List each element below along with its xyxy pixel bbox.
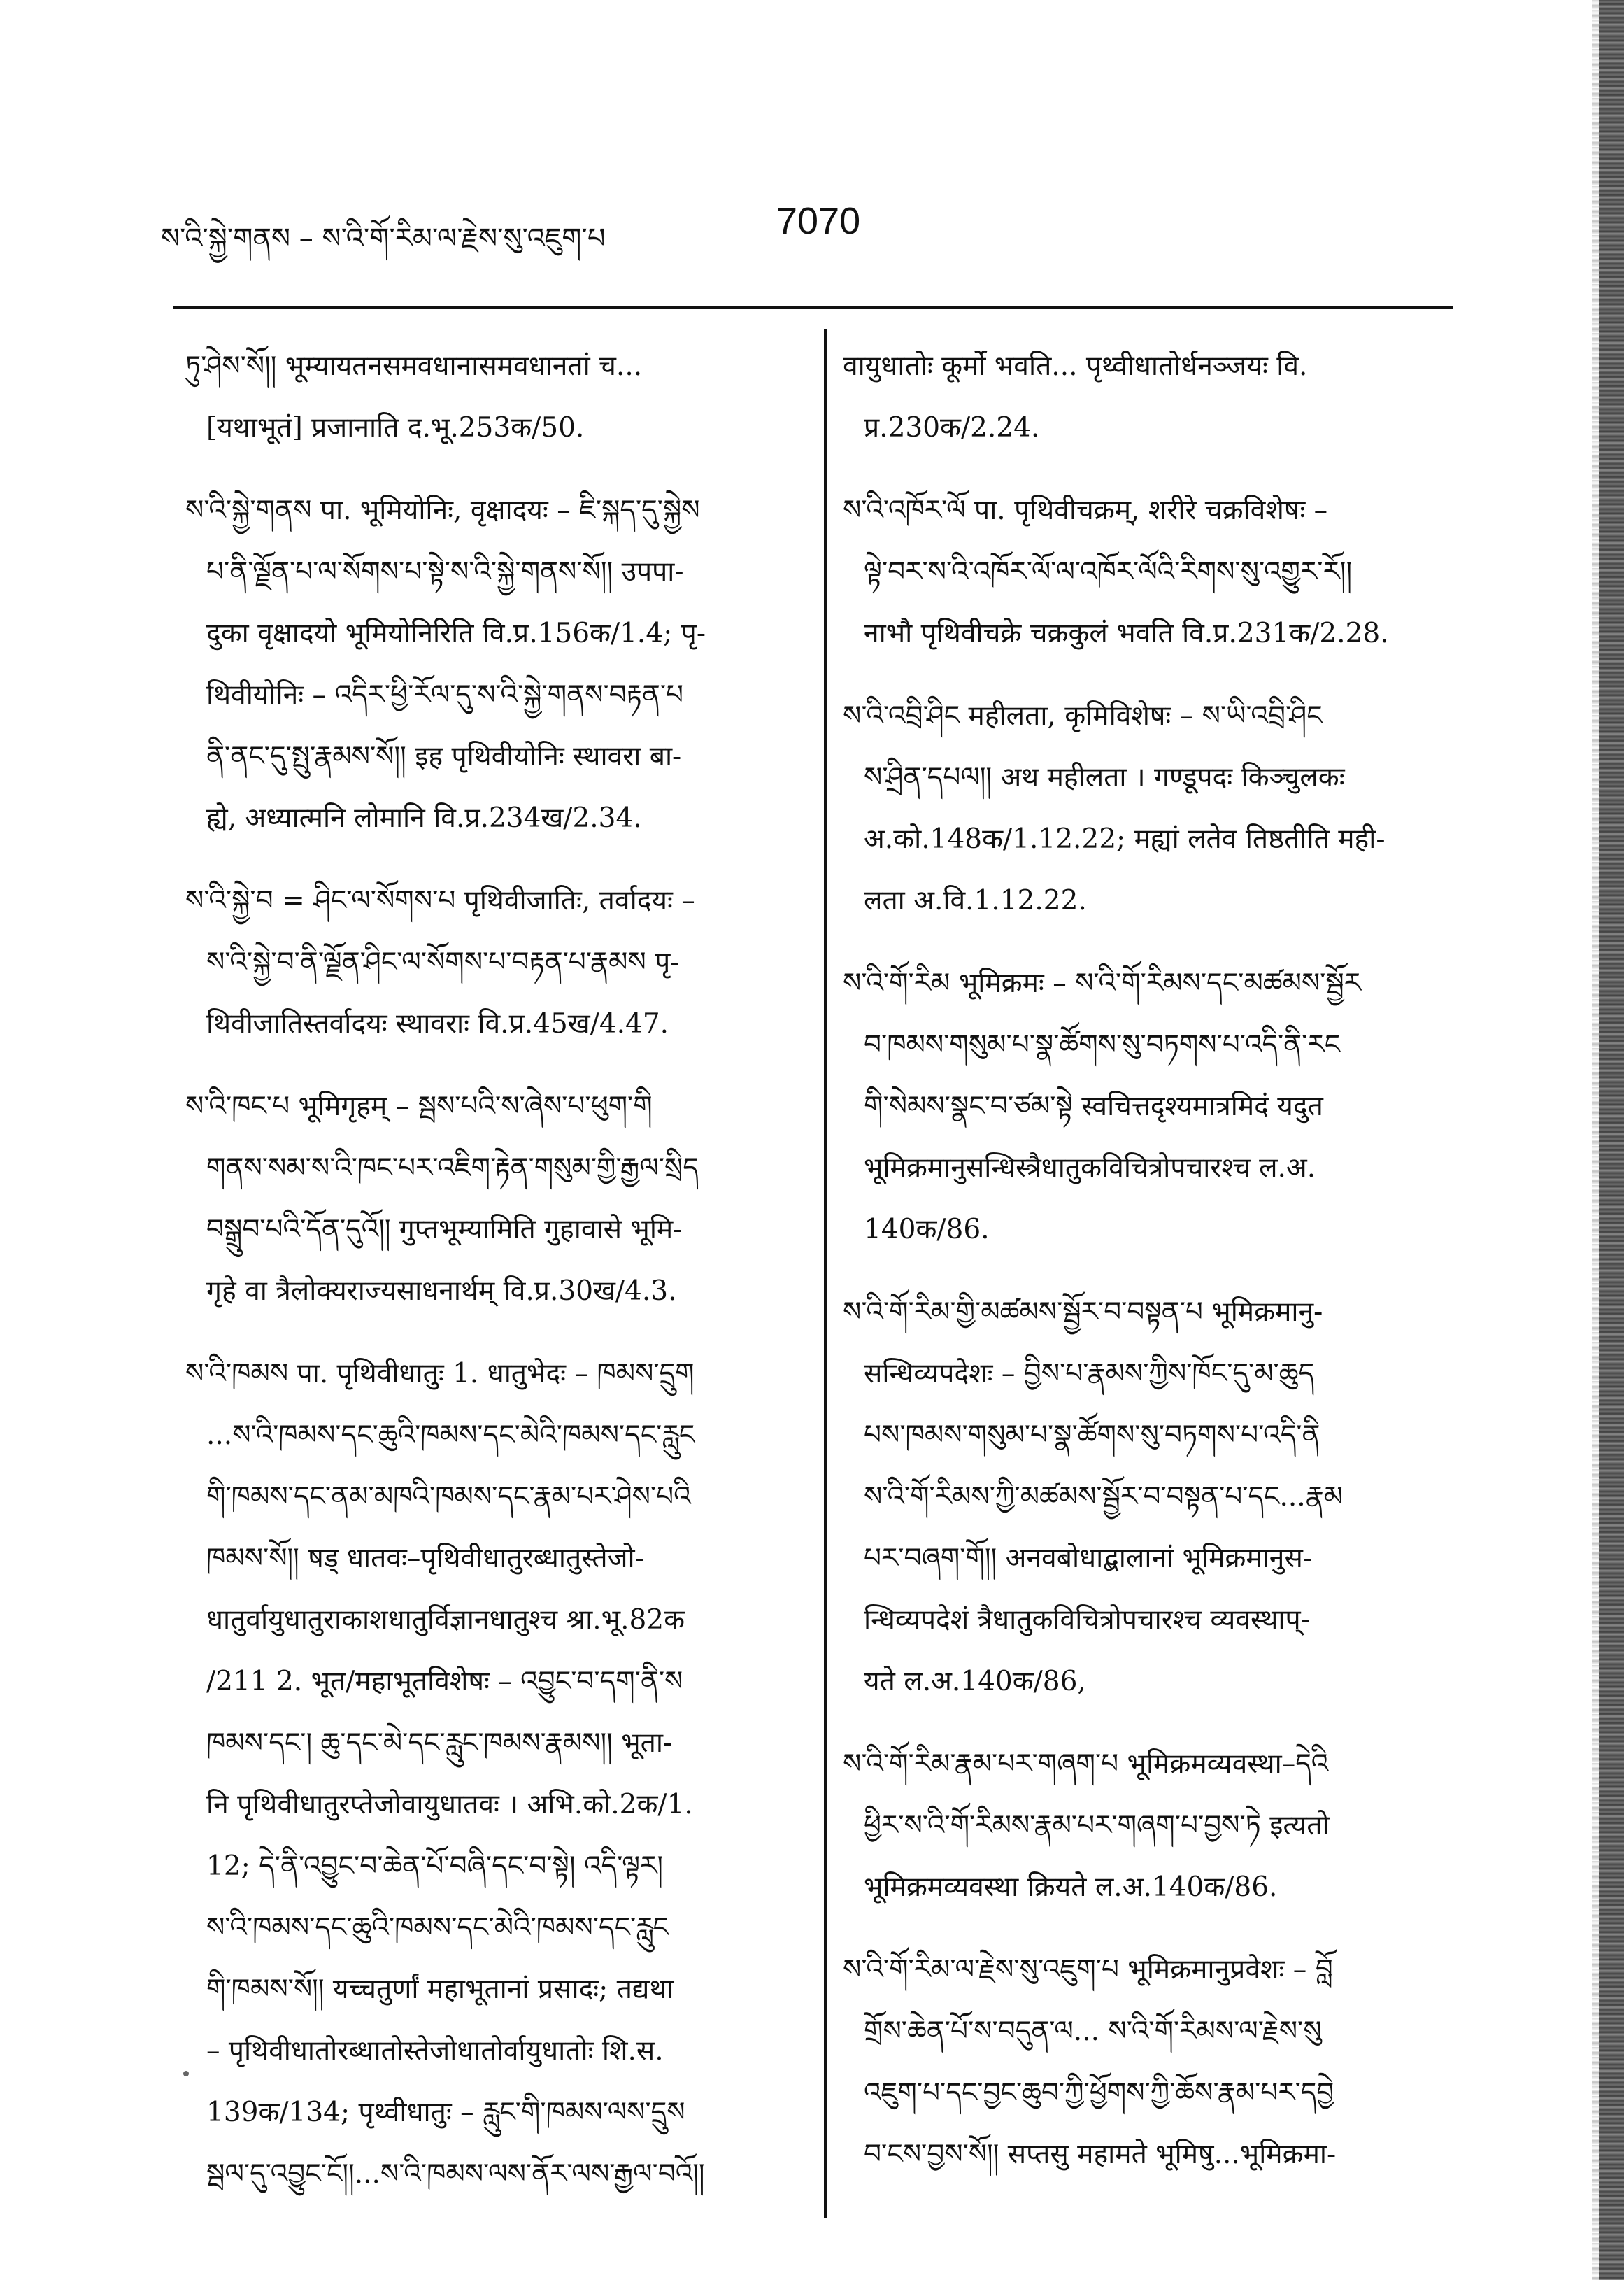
page-header (161, 199, 1441, 262)
entry-line: བ་ངས་བྱས་སོ།། सप्तसु महामते भूमिषु...भूमिक्रमा- (864, 2139, 1337, 2170)
dictionary-entry (185, 870, 815, 1055)
entry-line: གི་སེམས་སྣང་བ་ཙམ་སྟེ स्वचित्तदृश्यमात्रमिदं यदुत (864, 1091, 1323, 1122)
entry-line: ས་འི་གོ་རིམས་ཀྱི་མཚམས་སྦྱོར་བ་བསྟན་པ་དང...རྣམ (864, 1481, 1344, 1513)
entry-line: ས་འི་གོ་རིམ་གྱི་མཚམས་སྦྱོར་བ་བསྟན་པ भूमिक्रमानु- (843, 1296, 1323, 1328)
entry-line: थिवीजातिस्तर्वादयः स्थावराः वि.प्र.45ख/4.47. (206, 1008, 669, 1040)
entry-line: ཁམས་དང་། ཆུ་དང་མེ་དང་རླུང་ཁམས་རྣམས།། भूता- (206, 1727, 673, 1759)
entry-line: भूमिक्रमानुसन्धिस्त्रैधातुकविचित्रोपचारश्च ल.अ. (864, 1152, 1316, 1184)
entry-line: ས་འི་སྐྱེ་བ་ནི་ལྗོན་ཤིང་ལ་སོགས་པ་བརྟན་པ་རྣམས पृ- (206, 947, 680, 978)
header-rule (173, 306, 1453, 309)
entry-line: བསྒྲུབ་པའི་དོན་དུའོ།། गुप्तभूम्यामिति गुहावासे भूमि- (206, 1214, 683, 1245)
entry-line: ས་ཤྲིན་དཔལ།། अथ महीलता । गण्डूपदः किञ्चुलकः (864, 762, 1345, 793)
entry-line: ས་འི་གོ་རིམ་རྣམ་པར་གཞག་པ भूमिक्रमव्यवस्था–དེའི (843, 1748, 1329, 1780)
column-divider (824, 329, 827, 2218)
page-number: 7070 (776, 200, 861, 242)
entry-line: ལྟེ་བར་ས་འི་འཁོར་ལོ་ལ་འཁོར་ལོའི་རིགས་སུ་འགྱུར་རོ།། (864, 556, 1353, 588)
entry-line: ས་འི་ཁང་པ भूमिगृहम् – སྦས་པའི་ས་ཞེས་པ་ཕུག་གི (185, 1091, 653, 1122)
entry-line: ཁམས་སོ།། षड् धातवः–पृथिवीधातुरब्धातुस्तेजो- (206, 1543, 644, 1574)
entry-line: འཇུག་པ་དང་བྱང་ཆུབ་ཀྱི་ཕྱོགས་ཀྱི་ཆོས་རྣམ་པར་དབྱེ (864, 2077, 1334, 2109)
entry-line: ས་འི་གོ་རིམ་ལ་རྗེས་སུ་འཇུག་པ भूमिक्रमानुप्रवेशः – བློ (843, 1954, 1333, 1985)
entry-line: भूमिक्रमव्यवस्था क्रियते ल.अ.140क/86. (864, 1871, 1278, 1903)
entry-line: གི་ཁམས་དང་ནམ་མཁའི་ཁམས་དང་རྣམ་པར་ཤེས་པའི (206, 1481, 691, 1513)
entry-line: यते ल.अ.140क/86, (864, 1666, 1086, 1697)
dictionary-entry (185, 1076, 815, 1322)
entry-line: སྦལ་དུ་འབྱུང་ངོ།།...ས་འི་ཁམས་ལས་ནོར་ལས་རྒྱལ་བའོ།། (206, 2158, 705, 2190)
entry-line: थिवीयोनिः – འདིར་ཕྱི་རོལ་དུ་ས་འི་སྐྱེ་གནས་བརྟན་པ (206, 679, 684, 711)
entry-line: གནས་སམ་ས་འི་ཁང་པར་འཇིག་རྟེན་གསུམ་གྱི་རྒྱལ་སྲིད (206, 1152, 699, 1184)
dictionary-entry (185, 336, 815, 459)
entry-line: པས་ཁམས་གསུམ་པ་སྣ་ཚོགས་སུ་བཏགས་པ་འདི་ནི (864, 1419, 1320, 1451)
entry-line: གྲོས་ཆེན་པོ་ས་བདུན་ལ... ས་འི་གོ་རིམས་ལ་རྗེས་སུ (864, 2016, 1322, 2047)
entry-line: प्र.230क/2.24. (864, 412, 1040, 444)
entry-line: ह्ये, अध्यात्मनि लोमानि वि.प्र.234ख/2.34. (206, 802, 642, 834)
entry-line: 140क/86. (864, 1214, 990, 1245)
entry-line: གི་ཁམས་སོ།། यच्चतुर्णां महाभूतानां प्रसादः; तद्यथा (206, 1974, 674, 2005)
entry-line: लता अ.वि.1.12.22. (864, 885, 1087, 916)
entry-line: ས་འི་སྐྱེ་གནས पा. भूमियोनिः, वृक्षादयः – ཇི་སྐད་དུ་སྐྱེས (185, 495, 700, 526)
entry-line: ས་འི་ཁམས पा. पृथिवीधातुः 1. धातुभेदः – ཁམས་དྲུག (185, 1358, 695, 1389)
dictionary-entry (185, 480, 815, 849)
entry-line: अ.को.148क/1.12.22; मह्यां लतेव तिष्ठतीति मही- (864, 823, 1386, 855)
entry-line: ནི་ནང་དུ་སྤུ་རྣམས་སོ།། इह पृथिवीयोनिः स्थावरा बा- (206, 741, 682, 772)
entry-line: 139क/134; पृथ्वीधातुः – རླུང་གི་ཁམས་ལས་དྲུས (206, 2097, 685, 2128)
entry-line: – पृथिवीधातोरब्धातोस्तेजोधातोर्वायुधातोः शि.स. (206, 2035, 664, 2067)
left-column (185, 336, 815, 2226)
entry-line: वायुधातोः कूर्मो भवति... पृथ्वीधातोर्धनञ्जयः वि. (843, 351, 1308, 382)
entry-line: བ་ཁམས་གསུམ་པ་སྣ་ཚོགས་སུ་བཏགས་པ་འདི་ནི་རང (864, 1029, 1341, 1061)
dictionary-entry (843, 480, 1472, 665)
entry-line: दुका वृक्षादयो भूमियोनिरिति वि.प्र.156क/1.4; पृ- (206, 618, 706, 649)
dictionary-entry (843, 336, 1472, 459)
entry-line: ཕྱིར་ས་འི་གོ་རིམས་རྣམ་པར་གཞག་པ་བྱས་ཏེ इत्यतो (864, 1810, 1330, 1841)
entry-line: ...ས་འི་ཁམས་དང་ཆུའི་ཁམས་དང་མེའི་ཁམས་དང་རླུང (206, 1419, 695, 1451)
entry-line: धातुर्वायुधातुराकाशधातुर्विज्ञानधातुश्च श्रा.भू.82क (206, 1604, 685, 1636)
entry-line: པར་བཞག་གོ།། अनवबोधाद्बालानां भूमिक्रमानुस- (864, 1543, 1312, 1574)
entry-line: པ་ནི་ལྗོན་པ་ལ་སོགས་པ་སྟེ་ས་འི་སྐྱེ་གནས་སོ།། उपपा- (206, 556, 684, 588)
right-column (843, 336, 1472, 2207)
scan-edge (1599, 0, 1624, 2280)
dictionary-entry (185, 1343, 815, 2205)
entry-line: ས་འི་འཁོར་ལོ पा. पृथिवीचक्रम्, शरीरे चक्रविशेषः – (843, 495, 1328, 526)
entry-line: ས་འི་གོ་རིམ भूमिक्रमः – ས་འི་གོ་རིམས་དང་མཚམས་སྦྱོར (843, 968, 1361, 999)
entry-line: नि पृथिवीधातुरप्तेजोवायुधातवः । अभि.को.2क/1. (206, 1789, 693, 1820)
entry-line: ས་འི་ཁམས་དང་ཆུའི་ཁམས་དང་མེའི་ཁམས་དང་རླུང (206, 1912, 669, 1943)
entry-line: न्धिव्यपदेशं त्रैधातुकविचित्रोपचारश्च व्यवस्थाप्- (864, 1604, 1310, 1636)
entry-line: गृहे वा त्रैलोक्यराज्यसाधनार्थम् वि.प्र.30ख/4.3. (206, 1275, 677, 1307)
dictionary-entry (843, 1734, 1472, 1918)
entry-line: [यथाभूतं] प्रजानाति द.भू.253क/50. (206, 412, 585, 444)
entry-line: ཏུ་ཤེས་སོ།། भूम्यायतनसमवधानासमवधानतां च... (185, 351, 643, 382)
running-head: ས་འི་སྐྱེ་གནས – ས་འི་གོ་རིམ་ལ་རྗེས་སུ་འཇུག་པ (161, 222, 606, 255)
entry-line: /211 2. भूत/महाभूतविशेषः – འབྱུང་བ་དག་ནི་ས (206, 1666, 683, 1697)
dictionary-entry (843, 686, 1472, 932)
dictionary-entry (843, 953, 1472, 1261)
entry-line: ས་འི་འབྲི་ཤིང महीलता, कृमिविशेषः – ས་ཡི་འབྲི་ཤིང (843, 700, 1323, 732)
entry-line: 12; དེ་ནི་འབྱུང་བ་ཆེན་པོ་བཞི་དང་བ་སྟེ། འདི་ལྟར། (206, 1850, 664, 1882)
dictionary-entry (843, 1282, 1472, 1713)
entry-line: नाभौ पृथिवीचक्रे चक्रकुलं भवति वि.प्र.231क/2.28. (864, 618, 1389, 649)
entry-line: सन्धिव्यपदेशः – བྱིས་པ་རྣམས་ཀྱིས་ཁོང་དུ་མ་ཆུད (864, 1358, 1315, 1389)
dictionary-entry (843, 1939, 1472, 2186)
entry-line: ས་འི་སྐྱེ་བ = ཤིང་ལ་སོགས་པ पृथिवीजातिः, तर्वादयः – (185, 885, 695, 916)
scan-edge-shadow (1592, 0, 1599, 2280)
